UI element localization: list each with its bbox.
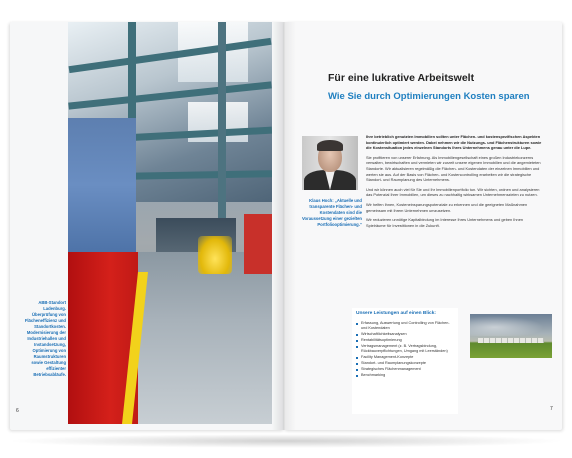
portrait-hair <box>317 140 343 151</box>
body-paragraph: Und wir können auch viel für Sie und Ihr Immobilienportfolio tun. Wir sichten, ordnen und analysieren das Potenzial Ihrer Immobilien, um dieses zu nachhaltig wirksamen Unternehmenszielen zu nutzen. <box>366 186 540 198</box>
portrait-quote: Klaus Hoch: „Aktuelle und transparente Flächen- und Kostendaten sind die Voraussetzung einer gezielten Portfoliooptimierung.“ <box>302 198 362 227</box>
services-item: Wirtschaftlichkeitsanalysen <box>356 332 456 337</box>
field-photo <box>470 314 552 358</box>
body-text <box>366 134 542 232</box>
services-title: Unsere Leistungen auf einen Blick: <box>356 311 436 316</box>
services-item: Vertragsmanagement (z. B. Vertragsbindung, Rückbauverpflichtungen, Umgang mit Leerständen) <box>356 344 456 354</box>
spread-shadow <box>6 434 566 448</box>
photo-caption: ABB-Standort Ladenburg. Überprüfung von Flächeneffizienz und Standortkosten. Modernisierung der Industriehallen und Instandsetzung, Optimierung von Raumstrukturen sowie Gestaltung effizienter Betriebsabläufe. <box>24 300 66 377</box>
field-buildings <box>478 338 544 343</box>
blue-panel-wall <box>68 118 136 252</box>
page-number-right: 7 <box>550 406 553 412</box>
left-page <box>10 22 284 430</box>
services-item: Erfassung, Auswertung und Controlling von Flächen- und Kostendaten <box>356 321 456 331</box>
services-item: Strategisches Flächenmanagement <box>356 367 456 372</box>
page-gutter <box>272 22 296 430</box>
body-paragraph: Wir reduzieren unnötige Kapitalbindung im Interesse Ihres Unternehmens und geben Ihnen Spielräume für Investitionen in die Zukunft. <box>366 217 524 228</box>
field-clouds <box>470 314 552 336</box>
services-item: Benchmarking <box>356 373 456 378</box>
right-page <box>284 22 562 430</box>
services-item: Standort- und Raumplanungskonzepte <box>356 361 456 366</box>
lead-paragraph: Ihre betrieblich genutzten Immobilien sollten unter Flächen- und kostenspezifischen Aspekten kontinuierlich optimiert werden. Dabei nehmen wir die Nutzungs- und Flächenstrukturen sowie die Kostensituation jedes einzelnen Standorts Ihres Unternehmens genau unter die Lupe. <box>366 134 542 151</box>
forklift <box>198 236 232 274</box>
factory-hall-photo <box>68 22 272 424</box>
body-paragraph: Wir helfen Ihnen, Kosteneinsparungspotenziale zu erkennen und die geeigneten Maßnahmen gemeinsam mit Ihrem Unternehmen umzusetzen. <box>366 201 528 213</box>
services-box <box>352 308 458 414</box>
services-list <box>356 321 456 379</box>
body-paragraph: Sie profitieren von unserer Erfahrung. Als Immobiliengesellschaft eines großen Industriekonzerns verwalten, bewirtschaften und vermieten wir zurzeit unsere eigenen Immobilien und die angemieteten Standorte. Wir aktualisieren regelmäßig die Flächen- und Kostendaten der einzelnen Immobilien und werten sie aus. Auf der Basis von Flächen- und Kostencontrolling erarbeiten wir die strategische Standort- und Raumplanung des Unternehmens. <box>366 154 541 183</box>
services-item: Facility Management-Konzepte <box>356 355 456 360</box>
page-title: Für eine lukrative Arbeitswelt <box>328 72 475 84</box>
brochure-spread <box>10 22 562 430</box>
red-rack <box>244 214 272 274</box>
portrait-photo <box>302 136 358 190</box>
services-item: Rentabilitätsoptimierung <box>356 338 456 343</box>
page-subtitle: Wie Sie durch Optimierungen Kosten sparen <box>328 91 530 102</box>
page-number-left: 6 <box>16 408 19 414</box>
